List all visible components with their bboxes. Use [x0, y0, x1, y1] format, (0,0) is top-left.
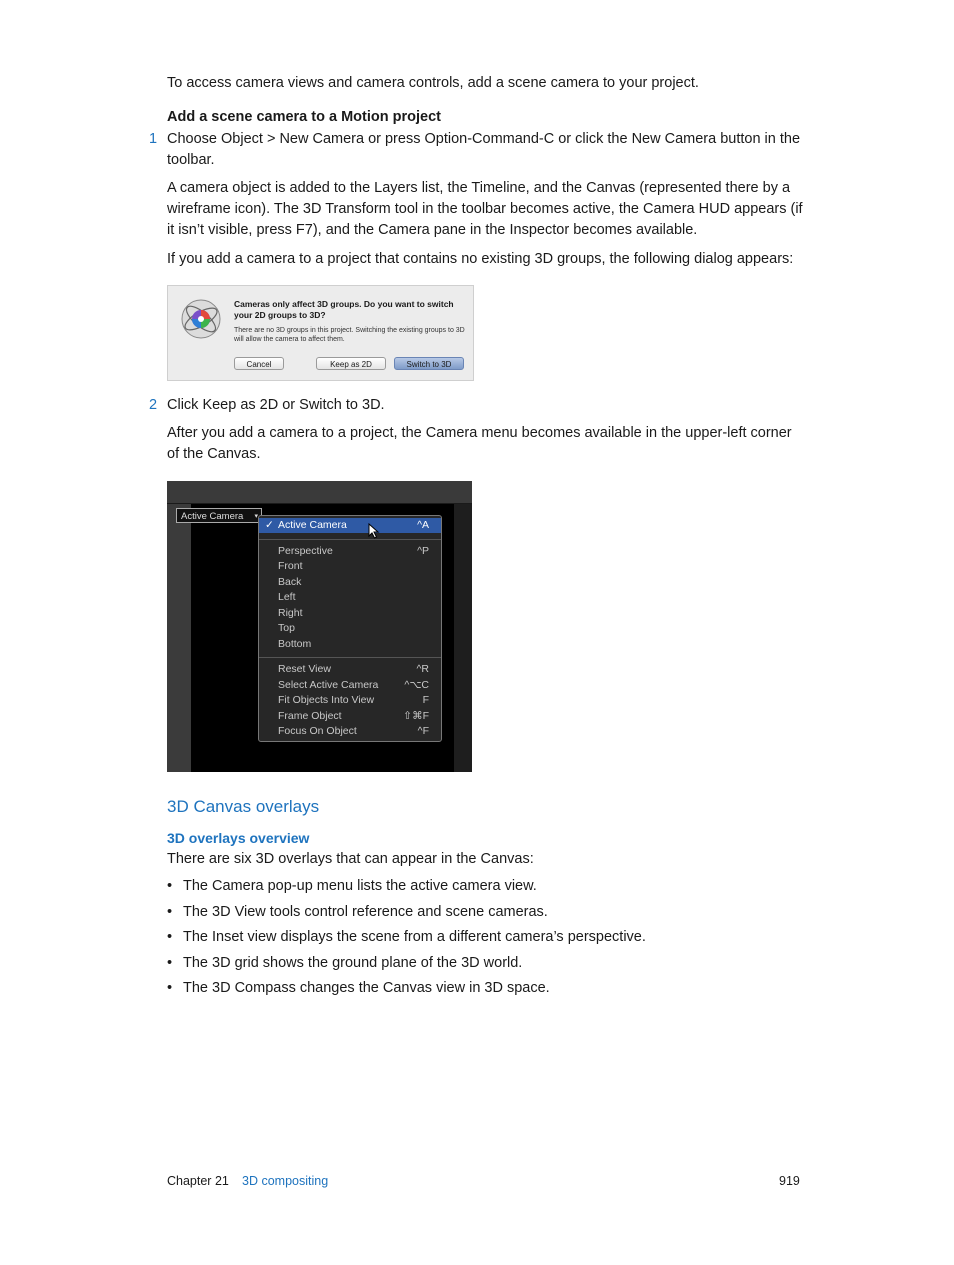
canvas-toolbar	[167, 481, 472, 504]
menu-item-label: Perspective	[278, 544, 333, 557]
mouse-pointer-icon	[368, 523, 380, 539]
step-paragraph: If you add a camera to a project that contains no existing 3D groups, the following dialog appears:	[167, 251, 794, 267]
menu-item-shortcut: ^F	[417, 725, 429, 737]
menu-item-focus-on-object[interactable]	[259, 724, 441, 739]
menu-item-back[interactable]	[259, 575, 441, 590]
menu-item-bottom[interactable]	[259, 637, 441, 652]
menu-item-label: Fit Objects Into View	[278, 694, 375, 706]
menu-item-shortcut: ⇧⌘F	[403, 709, 429, 722]
switch-to-3d-dialog	[167, 285, 474, 381]
step-text: Click Keep as 2D or Switch to 3D.	[167, 397, 385, 413]
menu-item-frame-object[interactable]	[259, 709, 441, 724]
overview-intro: There are six 3D overlays that can appear in the Canvas:	[167, 851, 534, 867]
menu-item-label: Right	[278, 606, 303, 619]
list-item: • The Inset view displays the scene from a different camera’s perspective.	[167, 929, 646, 945]
keep-as-2d-button[interactable]: Keep as 2D	[316, 357, 386, 370]
section-title: 3D Canvas overlays	[167, 797, 320, 816]
menu-item-fit-objects-into-view[interactable]	[259, 693, 441, 708]
cancel-button[interactable]: Cancel	[234, 357, 284, 370]
step-number: 2	[149, 397, 158, 413]
menu-item-label: Reset View	[278, 663, 331, 675]
menu-item-label: Top	[278, 622, 295, 634]
canvas-right-strip	[454, 504, 472, 772]
menu-item-label: Focus On Object	[278, 725, 357, 737]
canvas-camera-menu-screenshot	[167, 481, 472, 772]
menu-item-label: Active Camera	[278, 519, 347, 531]
camera-menu	[258, 515, 442, 742]
intro-paragraph: To access camera views and camera controls, add a scene camera to your project.	[167, 75, 699, 91]
list-item: • The 3D View tools control reference and scene cameras.	[167, 904, 548, 920]
list-item: • The Camera pop-up menu lists the active camera view.	[167, 878, 537, 894]
page-number: 919	[779, 1174, 800, 1188]
camera-popup-label: Active Camera	[181, 511, 244, 522]
dialog-body: There are no 3D groups in this project. Switching the existing groups to 3D will allow the camera to affect them.	[234, 327, 465, 343]
menu-item-label: Back	[278, 575, 302, 588]
menu-item-left[interactable]	[259, 590, 441, 605]
menu-item-shortcut: ^P	[417, 544, 429, 557]
menu-item-label: Select Active Camera	[278, 678, 379, 691]
menu-item-active-camera[interactable]	[259, 518, 441, 533]
menu-item-shortcut: F	[422, 694, 429, 706]
menu-item-select-active-camera[interactable]	[259, 678, 441, 693]
footer-chapter-link[interactable]: 3D compositing	[242, 1174, 329, 1188]
menu-item-shortcut: ^⌥C	[404, 678, 429, 691]
menu-item-label: Left	[278, 591, 296, 603]
checkmark-icon: ✓	[265, 519, 274, 531]
menu-item-reset-view[interactable]	[259, 662, 441, 677]
camera-popup-menu[interactable]	[176, 508, 262, 523]
menu-item-front[interactable]	[259, 559, 441, 574]
list-item: • The 3D Compass changes the Canvas view in 3D space.	[167, 980, 550, 996]
menu-item-label: Frame Object	[278, 709, 342, 722]
menu-item-shortcut: ^A	[417, 519, 429, 531]
step-paragraph: After you add a camera to a project, the Camera menu becomes available in the upper-left corner of the Canvas.	[167, 425, 792, 462]
switch-to-3d-button[interactable]: Switch to 3D	[394, 357, 464, 370]
menu-item-shortcut: ^R	[416, 663, 429, 675]
step-paragraph: A camera object is added to the Layers list, the Timeline, and the Canvas (represented there by a wireframe icon). The 3D Transform tool in the toolbar becomes active, the Camera HUD appears (if it isn’t visible, press F7), and the Camera pane in the Inspector becomes available.	[167, 180, 803, 238]
menu-item-label: Front	[278, 560, 303, 572]
dialog-title: Cameras only affect 3D groups. Do you want to switch your 2D groups to 3D?	[234, 299, 454, 320]
menu-item-top[interactable]	[259, 621, 441, 636]
chevron-down-icon: ▾	[254, 513, 258, 520]
procedure-title: Add a scene camera to a Motion project	[167, 109, 441, 125]
step-text: Choose Object > New Camera or press Option-Command-C or click the New Camera button in the toolbar.	[167, 131, 801, 168]
menu-item-label: Bottom	[278, 637, 312, 650]
subsection-title: 3D overlays overview	[167, 830, 310, 846]
menu-item-right[interactable]	[259, 606, 441, 621]
footer-chapter: Chapter 21	[167, 1174, 229, 1188]
list-item: • The 3D grid shows the ground plane of the 3D world.	[167, 955, 523, 971]
menu-item-perspective[interactable]	[259, 544, 441, 559]
motion-app-icon	[180, 298, 222, 340]
canvas-left-strip	[167, 504, 191, 772]
menu-separator	[259, 657, 441, 658]
menu-separator	[259, 539, 441, 540]
step-number: 1	[149, 131, 158, 147]
